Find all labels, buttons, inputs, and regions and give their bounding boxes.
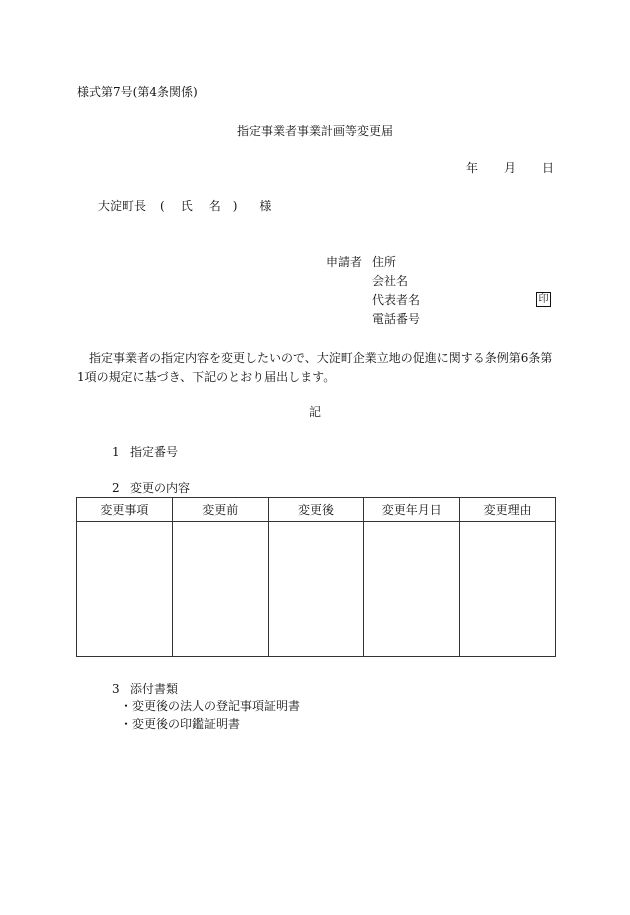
cell-change-item[interactable] (77, 522, 173, 657)
cell-before[interactable] (172, 522, 268, 657)
addressee (98, 200, 271, 212)
item-label: 添付書類 (130, 682, 179, 696)
attachment-item: ・変更後の法人の登記事項証明書 (120, 699, 301, 713)
item-label: 指定番号 (130, 445, 179, 459)
header-change-date: 変更年月日 (364, 498, 460, 522)
header-reason: 変更理由 (460, 498, 556, 522)
header-change-item: 変更事項 (77, 498, 173, 522)
cell-after[interactable] (268, 522, 364, 657)
addressee-shi: 氏 (180, 199, 193, 213)
item-designation-number (112, 446, 178, 458)
applicant-representative-label: 代表者名 (372, 293, 421, 307)
ki-heading: 記 (308, 405, 321, 419)
attachment-item: ・変更後の印鑑証明書 (120, 717, 241, 731)
table-header-row (77, 498, 556, 522)
item-number: 2 (112, 481, 120, 495)
applicant-company-label: 会社名 (372, 274, 409, 288)
applicant-address-label: 住所 (372, 255, 397, 269)
body-text: 指定事業者の指定内容を変更したいので、大淀町企業立地の促進に関する条例第6条第1項の規定に基づき、下記のとおり届出します。 (77, 351, 553, 384)
cell-reason[interactable] (460, 522, 556, 657)
applicant-label: 申請者 (326, 255, 363, 269)
seal-mark: 印 (536, 292, 551, 307)
date-year: 年 (466, 161, 479, 175)
applicant-phone-label: 電話番号 (372, 312, 421, 326)
item-number: 1 (112, 445, 120, 459)
item-number: 3 (112, 682, 120, 696)
form-number: 様式第7号(第4条関係) (77, 85, 198, 99)
item-change-content (112, 482, 190, 494)
addressee-mei: 名 (208, 199, 221, 213)
changes-table (76, 497, 556, 657)
addressee-name: 大淀町長 (98, 199, 147, 213)
item-label: 変更の内容 (130, 481, 191, 495)
addressee-open-paren: ( (160, 199, 165, 213)
document-title: 指定事業者事業計画等変更届 (236, 124, 393, 138)
date-day: 日 (542, 161, 555, 175)
date-month: 月 (504, 161, 517, 175)
cell-change-date[interactable] (364, 522, 460, 657)
header-before: 変更前 (172, 498, 268, 522)
header-after: 変更後 (268, 498, 364, 522)
date-line (466, 162, 554, 174)
addressee-honorific: 様 (259, 199, 272, 213)
item-attachments (112, 683, 178, 695)
table-row (77, 522, 556, 657)
addressee-close-paren: ) (232, 199, 238, 213)
